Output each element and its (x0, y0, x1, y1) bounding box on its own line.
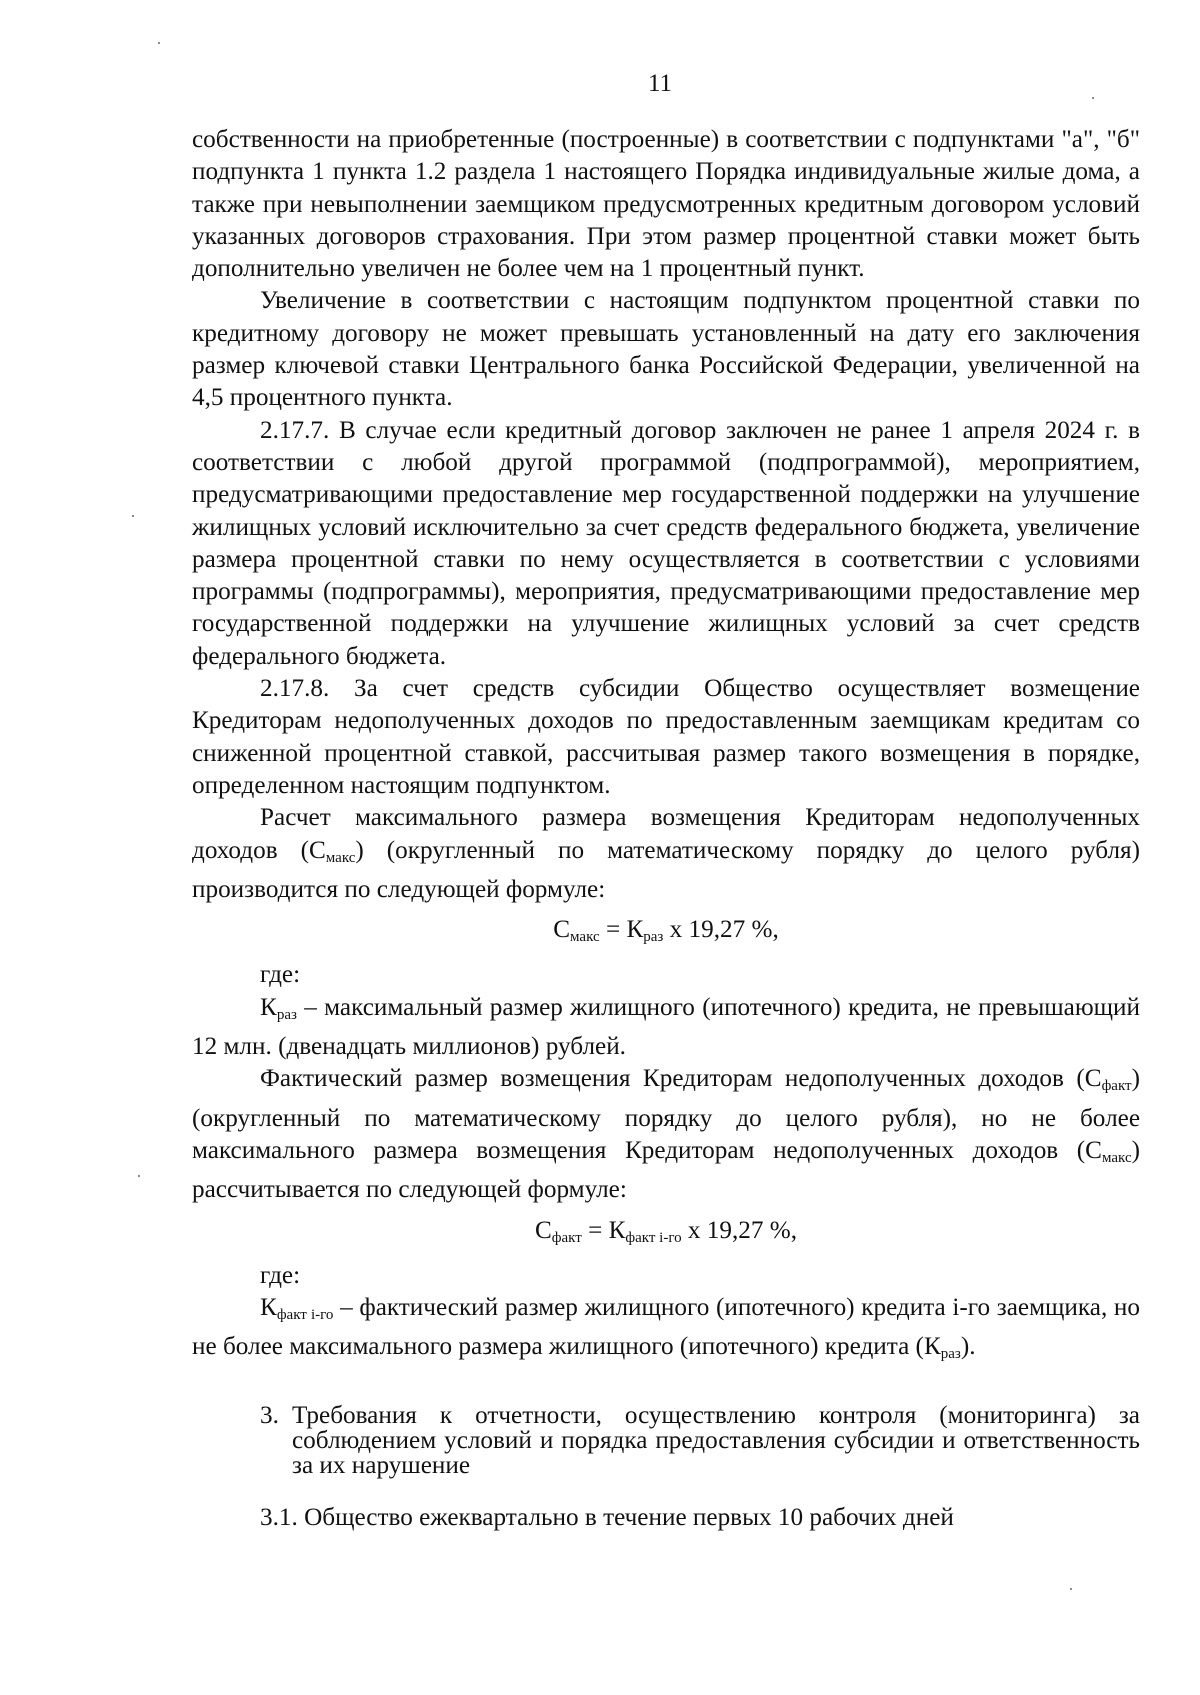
document-body (192, 124, 1140, 1534)
scan-speck (1070, 1588, 1072, 1590)
paragraph-1: собственности на приобретенные (построенные) в соответствии с подпунктами "а", "б" подпункта 1 пункта 1.2 раздела 1 настоящего Порядка индивидуальные жилые дома, а также при невыполнении заемщиком предусмотренных кредитным договором условий указанных договоров страхования. При этом размер процентной ставки может быть дополнительно увеличен не более чем на 1 процентный пункт. (192, 126, 1140, 283)
paragraph-2-17-8: 2.17.8. За счет средств субсидии Общество осуществляет возмещение Кредиторам недополученных доходов по предоставленным заемщикам кредитам со сниженной процентной ставкой, рассчитывая размер такого возмещения в порядке, определенном настоящим подпунктом. (192, 675, 1140, 799)
paragraph-fact-calc: Фактический размер возмещения Кредиторам недополученных доходов $(С_{факт})$ (округленный по математическому порядку до целого рубля), но не более максимального размера возмещения Кредиторам недополученных доходов $(С_{макс})$ рассчитывается по следующей формуле: (192, 1065, 1140, 1204)
definition-k-raz: $К_{раз}$ – максимальный размер жилищного (ипотечного) кредита, не превышающий 12 млн. (двенадцать миллионов) рублей. (192, 993, 1140, 1061)
paragraph-3-1: 3.1. Общество ежеквартально в течение первых 10 рабочих дней (260, 1503, 954, 1531)
section-3-heading (192, 1403, 1140, 1478)
scan-speck (138, 1175, 140, 1177)
formula-fact: $С_{факт} = К_{факт i-го}$ х 19,27 %, (534, 1216, 798, 1246)
scan-speck (132, 515, 134, 517)
section-number: 3. (260, 1401, 279, 1429)
paragraph-2: Увеличение в соответствии с настоящим подпунктом процентной ставки по кредитному договору не может превышать установленный на дату его заключения размер ключевой ставки Центрального банка Российской Федерации, увеличенной на 4,5 процентного пункта. (192, 287, 1140, 412)
scan-speck (158, 42, 160, 44)
where-label-1: где: (260, 961, 301, 989)
where-label-2: где: (260, 1261, 301, 1289)
paragraph-max-calc: Расчет максимального размера возмещения Кредиторам недополученных доходов $(С_{макс})$ (округленный по математическому порядку до целого рубля) производится по следующей формуле: (192, 804, 1140, 903)
definition-k-fact: $К_{факт i-го}$ – фактический размер жилищного (ипотечного) кредита i-го заемщика, но не более максимального размера жилищного (ипотечного) кредита $(К_{раз})$. (192, 1294, 1140, 1363)
section-title: Требования к отчетности, осуществлению контроля (мониторинга) за соблюдением условий и порядка предоставления субсидии и ответственность за их нарушение (292, 1401, 1140, 1479)
scan-speck (1092, 97, 1094, 99)
formula-max: $С_{макс} = К_{раз}$ х 19,27 %, (553, 916, 779, 946)
page-number: 11 (647, 70, 673, 97)
paragraph-2-17-7: 2.17.7. В случае если кредитный договор заключен не ранее 1 апреля 2024 г. в соответствии с любой другой программой (подпрограммой), мероприятием, предусматривающими предоставление мер государственной поддержки на улучшение жилищных условий исключительно за счет средств федерального бюджета, увеличение размера процентной ставки по нему осуществляется в соответствии с условиями программы (подпрограммы), мероприятия, предусматривающими предоставление мер государственной поддержки на улучшение жилищных условий за счет средств федерального бюджета. (192, 416, 1140, 670)
